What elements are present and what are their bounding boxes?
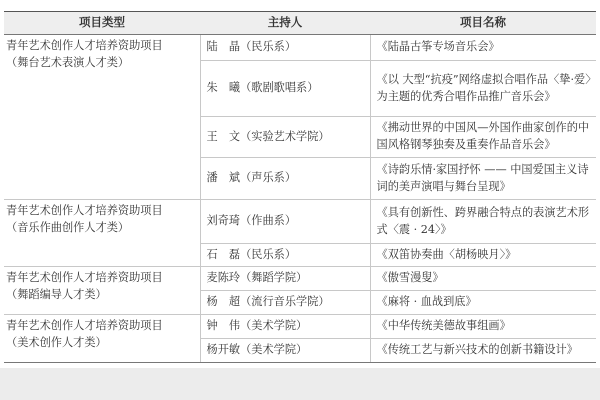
project-type-cell — [4, 267, 200, 315]
host-cell: 杨 超（流行音乐学院） — [200, 291, 370, 315]
project-name-cell: 《拂动世界的中国风—外国作曲家创作的中国风格钢琴独奏及重奏作品音乐会》 — [370, 117, 596, 158]
project-type-title: 青年艺术创作人才培养资助项目 — [6, 204, 163, 217]
project-name-cell: 《麻将 · 血战到底》 — [370, 291, 596, 315]
table-header — [4, 12, 596, 35]
table-body — [4, 35, 596, 363]
project-type-title: 青年艺术创作人才培养资助项目 — [6, 319, 163, 332]
host-cell: 刘奇琦（作曲系） — [200, 200, 370, 244]
funding-projects-table — [4, 11, 596, 363]
header-project-type: 项目类型 — [4, 12, 200, 35]
project-type-cell — [4, 35, 200, 200]
host-cell: 潘 斌（声乐系） — [200, 158, 370, 200]
header-row — [4, 12, 596, 35]
host-cell: 钟 伟（美术学院） — [200, 315, 370, 339]
project-type-cell — [4, 200, 200, 267]
project-name-cell: 《诗韵乐情·家国抒怀 —— 中国爱国主义诗词的美声演唱与舞台呈现》 — [370, 158, 596, 200]
table-row — [4, 267, 596, 291]
host-cell: 石 磊（民乐系） — [200, 244, 370, 267]
project-name-cell: 《具有创新性、跨界融合特点的表演艺术形式〈震 · 24〉》 — [370, 200, 596, 244]
host-cell: 杨开敏（美术学院） — [200, 339, 370, 363]
project-name-cell: 《傲雪漫叟》 — [370, 267, 596, 291]
header-project-name: 项目名称 — [370, 12, 596, 35]
project-type-subtitle: （美术创作人才类） — [6, 335, 107, 349]
project-type-subtitle: （舞台艺术表演人才类） — [6, 55, 130, 69]
host-cell: 王 文（实验艺术学院） — [200, 117, 370, 158]
table-row — [4, 200, 596, 244]
table-row — [4, 35, 596, 61]
project-name-cell: 《以 大型“抗疫”网络虚拟合唱作品〈挚·爱〉为主题的优秀合唱作品推广音乐会》 — [370, 61, 596, 117]
project-type-subtitle: （音乐作曲创作人才类） — [6, 220, 130, 234]
header-host: 主持人 — [200, 12, 370, 35]
project-type-title: 青年艺术创作人才培养资助项目 — [6, 39, 163, 52]
host-cell: 陆 晶（民乐系） — [200, 35, 370, 61]
host-cell: 麦陈玲（舞蹈学院） — [200, 267, 370, 291]
project-name-cell: 《双笛协奏曲〈胡杨映月〉》 — [370, 244, 596, 267]
project-name-cell: 《中华传统美德故事组画》 — [370, 315, 596, 339]
table-row — [4, 315, 596, 339]
project-type-subtitle: （舞蹈编导人才类） — [6, 287, 107, 301]
project-type-cell — [4, 315, 200, 363]
project-name-cell: 《陆晶古筝专场音乐会》 — [370, 35, 596, 61]
project-name-cell: 《传统工艺与新兴技术的创新书籍设计》 — [370, 339, 596, 363]
project-type-title: 青年艺术创作人才培养资助项目 — [6, 271, 163, 284]
host-cell: 朱 曦（歌剧歌唱系） — [200, 61, 370, 117]
page-bottom-band — [0, 368, 600, 400]
